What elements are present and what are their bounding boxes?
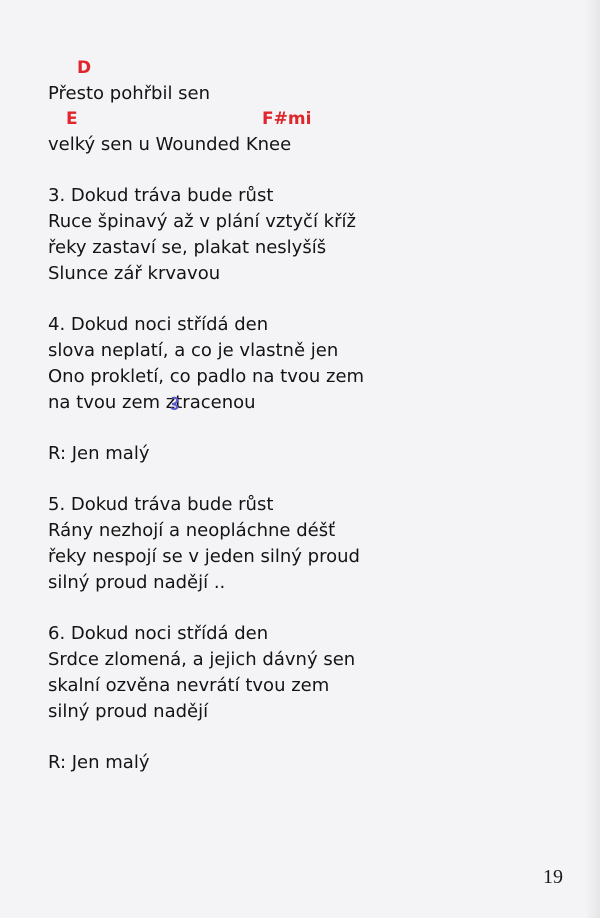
refrain-label: R: Jen malý — [48, 443, 150, 464]
lyric-line: řeky nespojí se v jeden silný proud — [48, 546, 360, 567]
refrain-label: R: Jen malý — [48, 752, 150, 773]
lyric-line: velký sen u Wounded Knee — [48, 134, 292, 155]
lyric-line: skalní ozvěna nevrátí tvou zem — [48, 675, 330, 696]
verse3-heading: 3. Dokud tráva bude růst — [48, 185, 274, 206]
lyric-line: silný proud nadějí .. — [48, 572, 226, 593]
lyric-line: Rány nezhojí a neopláchne déšť — [48, 520, 336, 541]
chord-f-sharp-minor: F#mi — [262, 109, 312, 129]
lyric-line: Ono prokletí, co padlo na tvou zem — [48, 366, 365, 387]
verse6-heading: 6. Dokud noci střídá den — [48, 623, 269, 644]
lyric-line: řeky zastaví se, plakat neslyšíš — [48, 237, 327, 258]
verse4-heading: 4. Dokud noci střídá den — [48, 314, 269, 335]
lyric-line: silný proud nadějí — [48, 701, 209, 722]
ink-correction-mark — [170, 396, 180, 410]
chord-e: E — [66, 109, 78, 129]
lyric-line: Přesto pohřbil sen — [48, 83, 211, 104]
chord-d: D — [77, 58, 92, 78]
lyric-line: Srdce zlomená, a jejich dávný sen — [48, 649, 356, 670]
lyric-line: Slunce zář krvavou — [48, 263, 221, 284]
lyric-line: slova neplatí, a co je vlastně jen — [48, 340, 339, 361]
lyric-line: Ruce špinavý až v plání vztyčí kříž — [48, 211, 356, 232]
lyric-line: na tvou zem ztracenou — [48, 392, 256, 413]
verse5-heading: 5. Dokud tráva bude růst — [48, 494, 274, 515]
page-number: 19 — [543, 866, 563, 888]
